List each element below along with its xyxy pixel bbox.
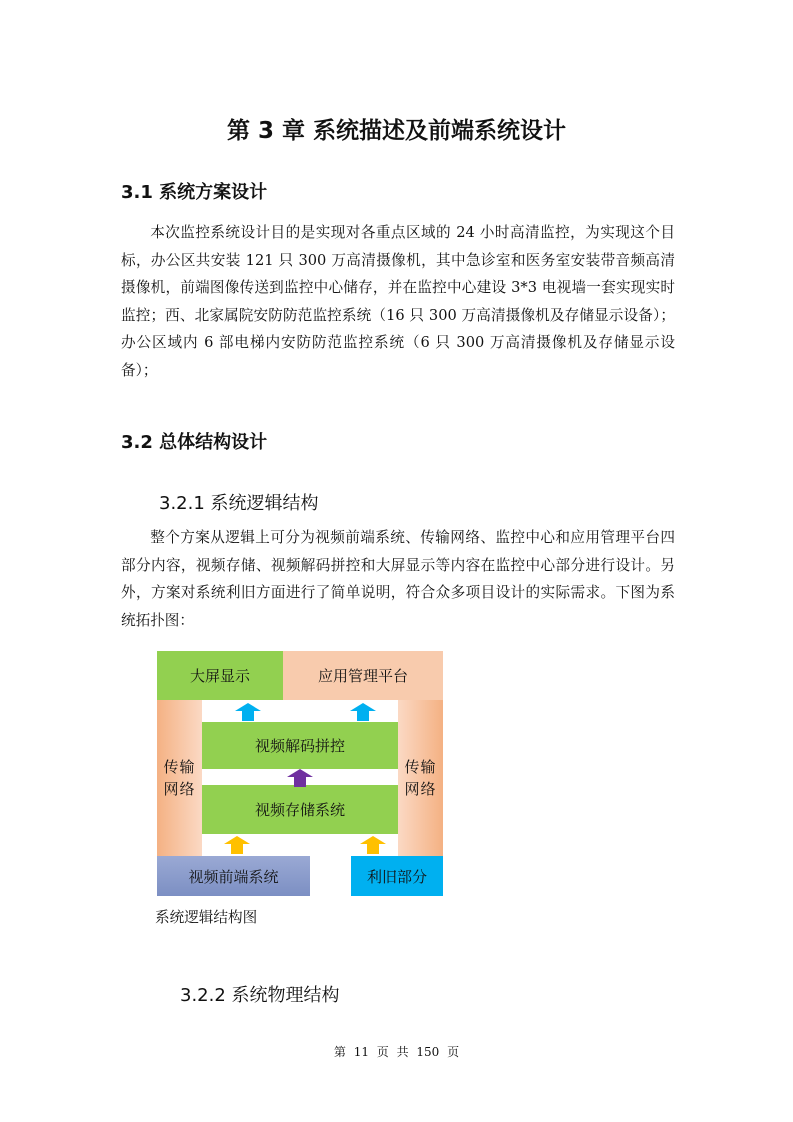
decode-block: 视频解码拼控 [202,722,398,769]
arrow-up-icon [235,703,261,721]
arrow-up-icon [224,836,250,854]
app-platform-block: 应用管理平台 [283,651,443,700]
legacy-block: 利旧部分 [351,856,443,896]
big-screen-block: 大屏显示 [157,651,283,700]
network-right-label: 传输网络 [404,758,437,798]
logic-structure-diagram [157,651,443,896]
arrow-up-icon [350,703,376,721]
diagram-caption: 系统逻辑结构图 [155,909,258,926]
page-footer: 第 11 页 共 150 页 [333,1045,460,1059]
network-left-label: 传输网络 [163,758,196,798]
section-3-1-paragraph: 本次监控系统设计目的是实现对各重点区域的 24 小时高清监控，为实现这个目标，办公区共安装 121 只 300 万高清摄像机，其中急诊室和医务室安装带音频高清摄像机，前端图像传送到监控中心储存，并在监控中心建设 3*3 电视墙一套实现实时监控；西、北家属院安防防范监控系统（16 只 300 万高清摄像机及存储显示设备）；办公区域内 6 部电梯内安防防范监控系统（6 只 300 万高清摄像机及存储显示设备）； [121,224,675,379]
section-3-2-2-heading: 3.2.2 系统物理结构 [180,985,340,1006]
section-3-1-heading: 3.1 系统方案设计 [121,182,268,203]
network-left-block [157,700,202,856]
chapter-title: 第 3 章 系统描述及前端系统设计 [226,118,567,144]
section-3-2-1-paragraph: 整个方案从逻辑上可分为视频前端系统、传输网络、监控中心和应用管理平台四部分内容，视频存储、视频解码拼控和大屏显示等内容在监控中心部分进行设计。另外，方案对系统利旧方面进行了简单说明，符合众多项目设计的实际需求。下图为系统拓扑图： [121,529,675,629]
network-right-block [398,700,443,856]
arrow-up-icon [360,836,386,854]
storage-block: 视频存储系统 [202,785,398,834]
section-3-2-heading: 3.2 总体结构设计 [121,432,268,453]
section-3-2-1-heading: 3.2.1 系统逻辑结构 [159,493,319,514]
frontend-block: 视频前端系统 [157,856,310,896]
arrow-up-icon [287,769,313,787]
